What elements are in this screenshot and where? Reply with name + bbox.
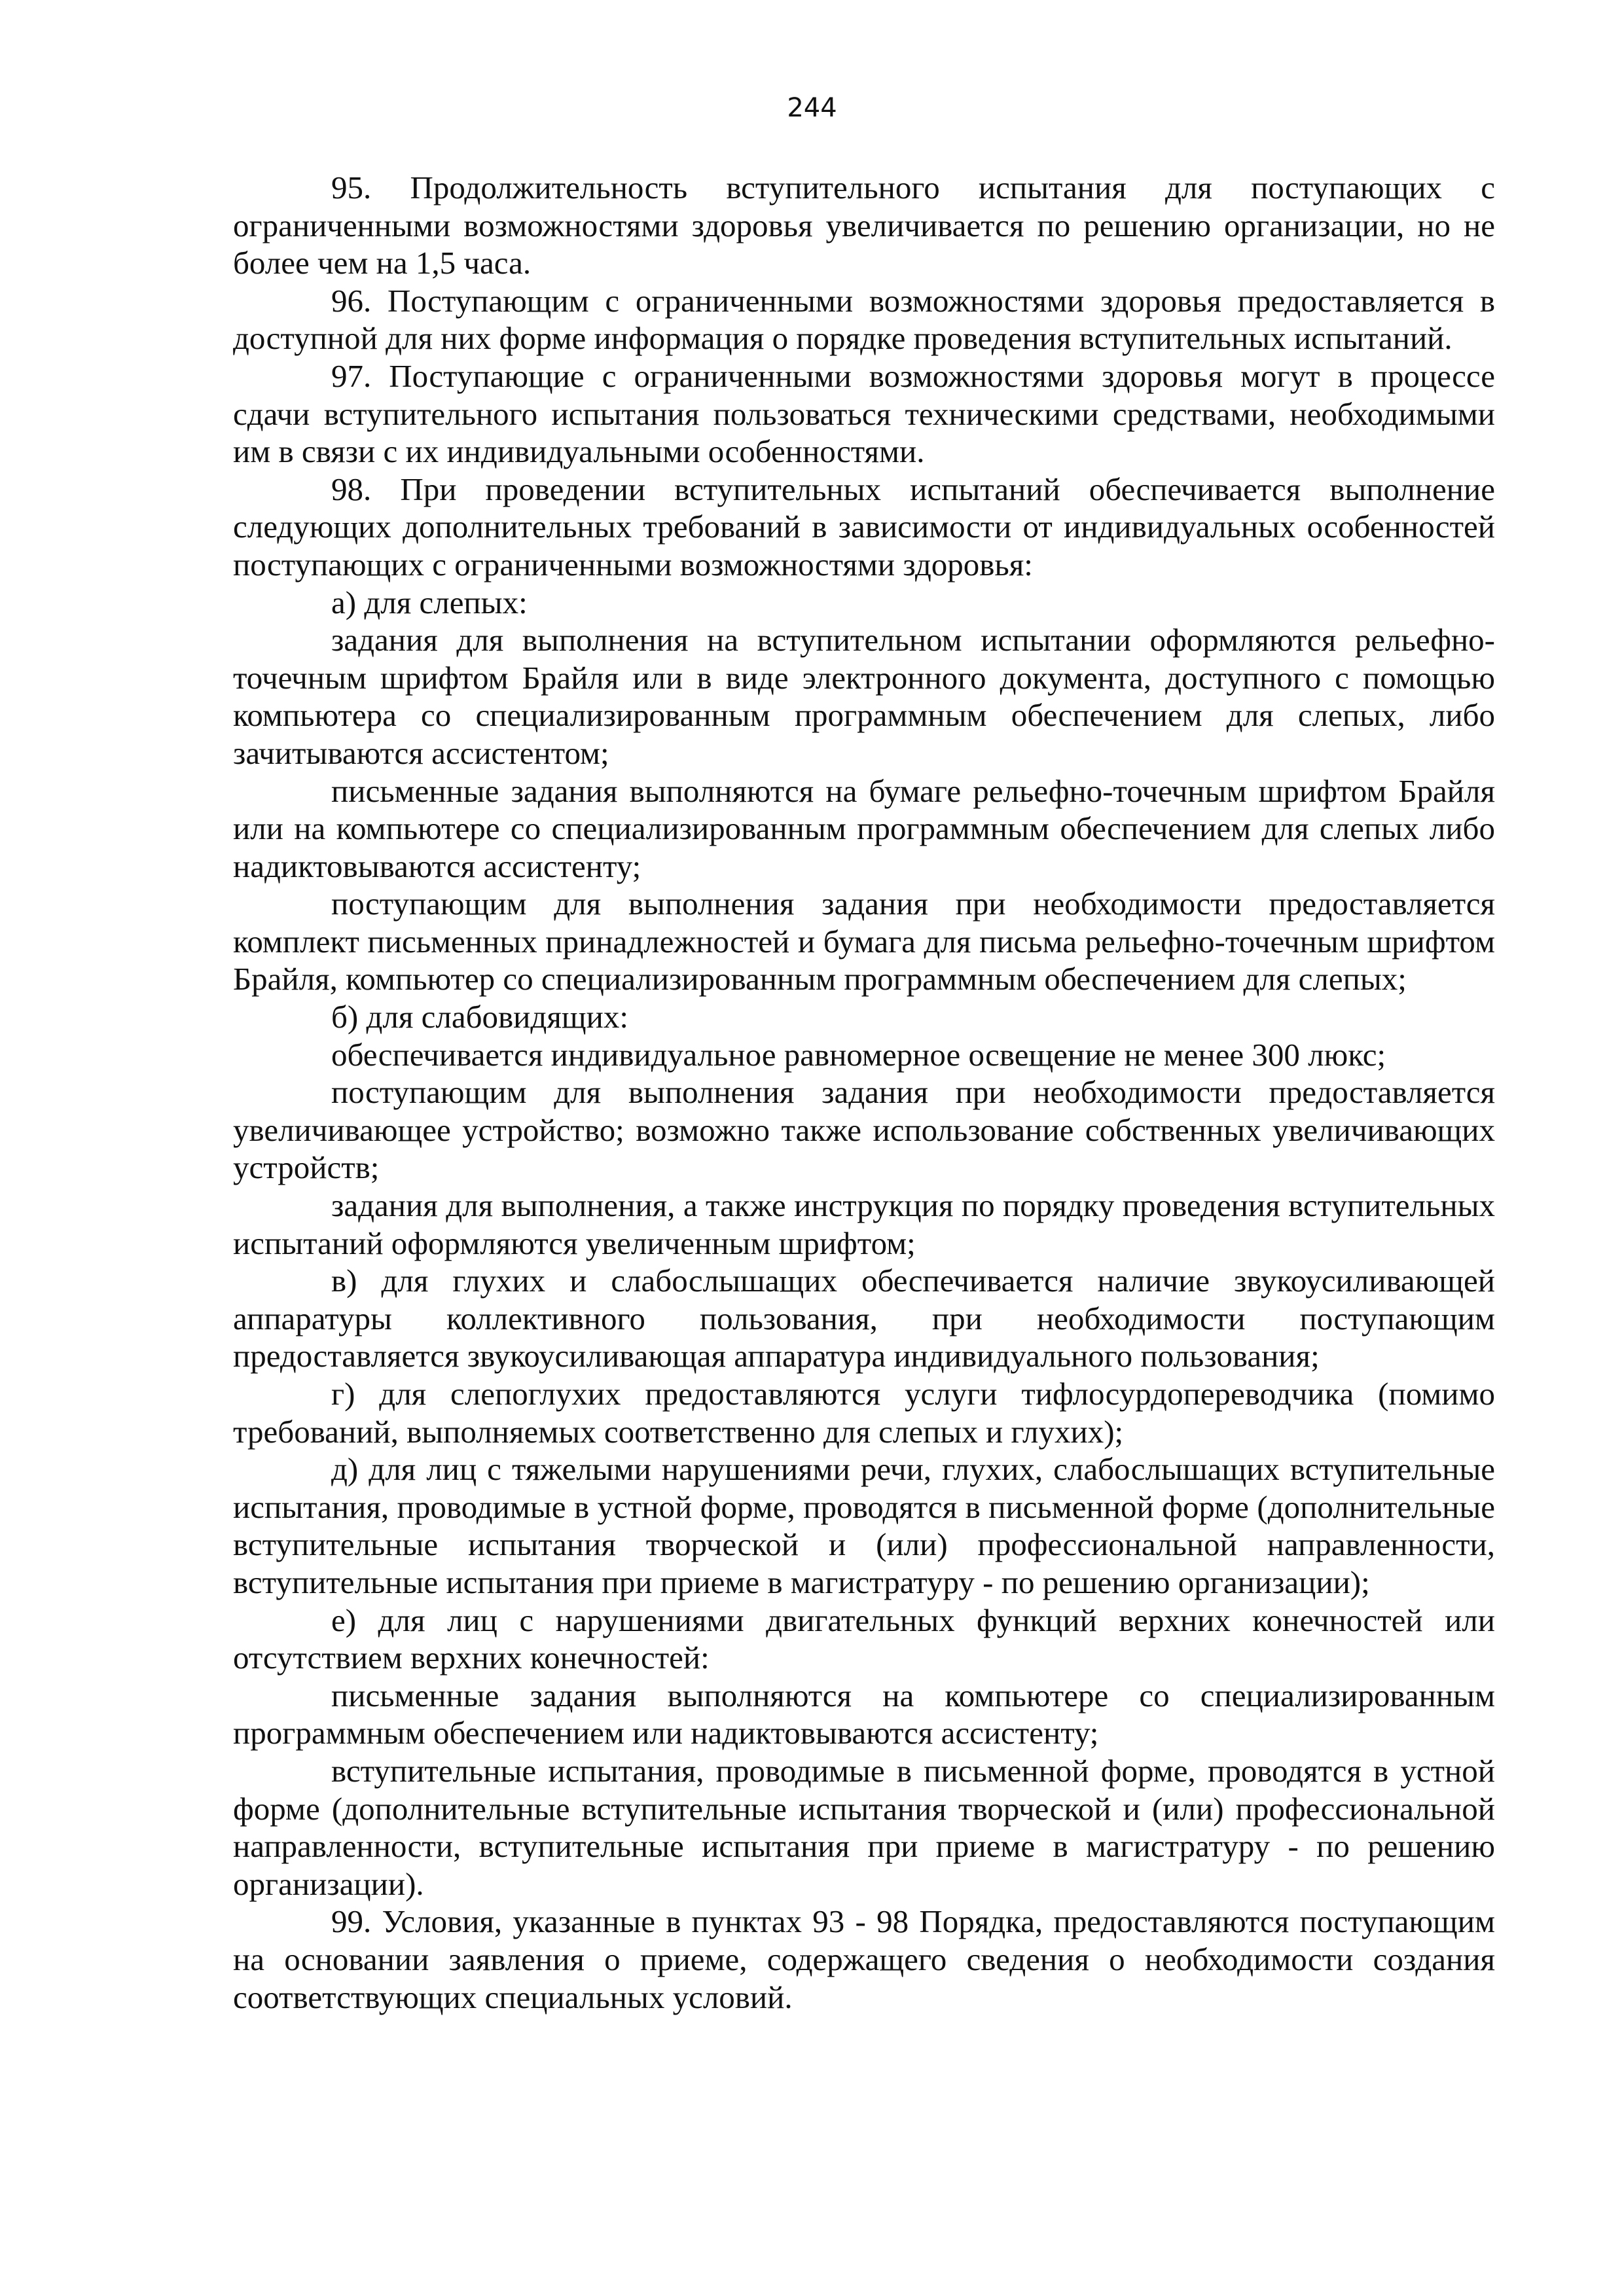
subsection-a-heading: а) для слепых: [331,584,528,620]
subsection-e-heading: е) для лиц с нарушениями двигательных функций верхних конечностей или отсутствием верхних конечностей: [233,1602,1495,1676]
paragraph-a-2: письменные задания выполняются на бумаге рельефно-точечным шрифтом Брайля или на компьютере со специализированным программным обеспечением для слепых либо надиктовываются ассистенту; [233,772,1495,884]
paragraph-b-1: обеспечивается индивидуальное равномерное освещение не менее 300 люкс; [331,1036,1386,1073]
paragraph-95: 95. Продолжительность вступительного испытания для поступающих с ограниченными возможностями здоровья увеличивается по решению организации, но не более чем на 1,5 часа. [233,170,1495,281]
paragraph-a-3: поступающим для выполнения задания при необходимости предоставляется комплект письменных принадлежностей и бумага для письма рельефно-точечным шрифтом Брайля, компьютер со специализированным программным обеспечением для слепых; [233,886,1495,997]
paragraph-b-2: поступающим для выполнения задания при необходимости предоставляется увеличивающее устройство; возможно также использование собственных увеличивающих устройств; [233,1074,1495,1186]
subsection-b-heading: б) для слабовидящих: [331,999,628,1035]
paragraph-a-1: задания для выполнения на вступительном испытании оформляются рельефно-точечным шрифтом Брайля или в виде электронного документа, доступного с помощью компьютера со специализированным программным обеспечением для слепых, либо зачитываются ассистентом; [233,622,1495,771]
document-body [233,169,1495,2016]
paragraph-v: в) для глухих и слабослышащих обеспечивается наличие звукоусиливающей аппаратуры коллективного пользования, при необходимости поступающим предоставляется звукоусиливающая аппаратура индивидуального пользования; [233,1263,1495,1374]
paragraph-e-2: вступительные испытания, проводимые в письменной форме, проводятся в устной форме (дополнительные вступительные испытания творческой и (или) профессиональной направленности, вступительные испытания при приеме в магистратуру - по решению организации). [233,1752,1495,1902]
page-number: 244 [787,93,837,123]
paragraph-e-1: письменные задания выполняются на компьютере со специализированным программным обеспечением или надиктовываются ассистенту; [233,1677,1495,1751]
paragraph-g: г) для слепоглухих предоставляются услуги тифлосурдопереводчика (помимо требований, выполняемых соответственно для слепых и глухих); [233,1376,1495,1450]
paragraph-97: 97. Поступающие с ограниченными возможностями здоровья могут в процессе сдачи вступительного испытания пользоваться техническими средствами, необходимыми им в связи с их индивидуальными особенностями. [233,357,1495,470]
paragraph-96: 96. Поступающим с ограниченными возможностями здоровья предоставляется в доступной для них форме информация о порядке проведения вступительных испытаний. [233,282,1495,357]
paragraph-98: 98. При проведении вступительных испытаний обеспечивается выполнение следующих дополнительных требований в зависимости от индивидуальных особенностей поступающих с ограниченными возможностями здоровья: [233,471,1495,583]
paragraph-b-3: задания для выполнения, а также инструкция по порядку проведения вступительных испытаний оформляются увеличенным шрифтом; [233,1187,1495,1261]
paragraph-99: 99. Условия, указанные в пунктах 93 - 98 Порядка, предоставляются поступающим на основании заявления о приеме, содержащего сведения о необходимости создания соответствующих специальных условий. [233,1903,1495,2015]
paragraph-d: д) для лиц с тяжелыми нарушениями речи, глухих, слабослышащих вступительные испытания, проводимые в устной форме, проводятся в письменной форме (дополнительные вступительные испытания творческой и (или) профессиональной направленности, вступительные испытания при приеме в магистратуру - по решению организации); [233,1451,1495,1600]
